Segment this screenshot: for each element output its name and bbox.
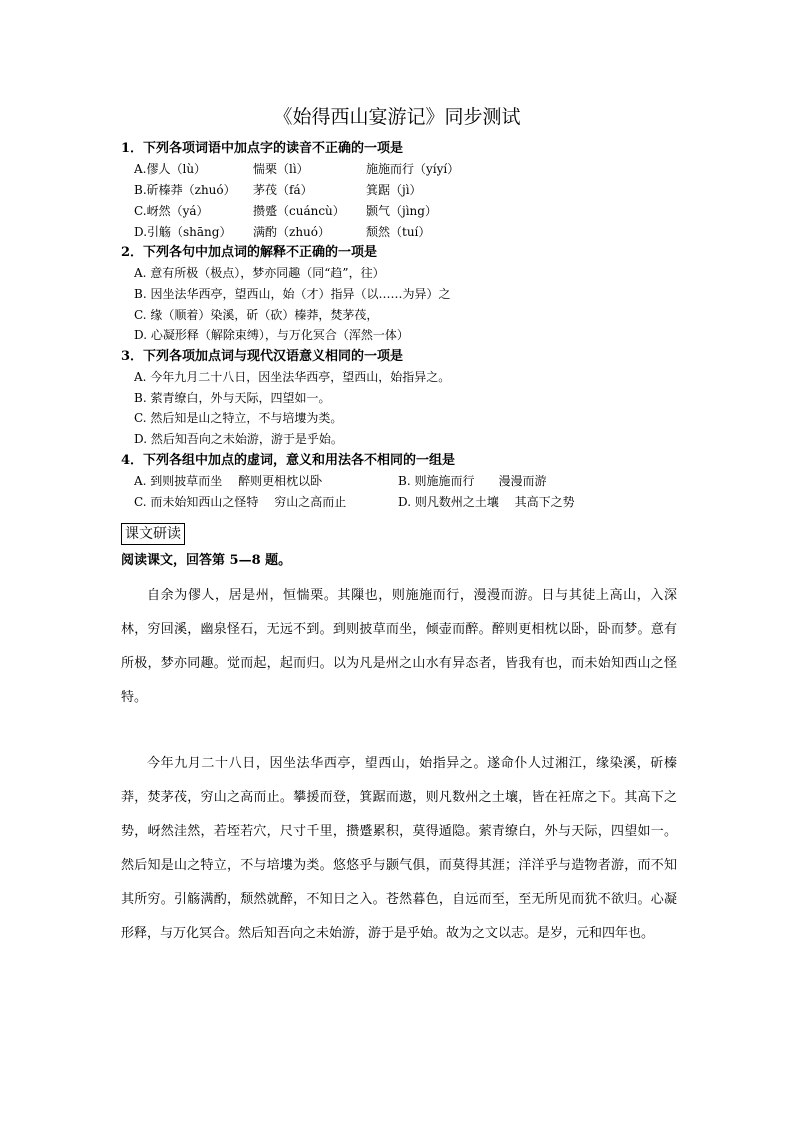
q2-option: A. 意有所极（极点），梦亦同趣（同“趋”，往）: [134, 266, 385, 280]
q1-option: 攒蹙（cuáncù）: [253, 204, 345, 218]
q1-option: 施施而行（yíyí）: [366, 162, 460, 176]
q4-option: D. 则凡数州之土壤 其高下之势: [398, 495, 575, 509]
reading-instruction: 阅读课文，回答第 5—8 题。: [121, 553, 292, 568]
q2-option: C. 缘（顺着）染溪，斫（砍）榛莽，焚茅茷，: [134, 308, 379, 322]
q4-option: C. 而未始知西山之怪特 穷山之高而止: [134, 495, 347, 509]
section-label: 课文研读: [121, 523, 185, 545]
q2-option: B. 因坐法华西亭，望西山，始（才）指异（以……为异）之: [134, 287, 451, 301]
q3-option: D. 然后知吾向之未始游，游于是乎始。: [134, 432, 343, 446]
page-title: 《始得西山宴游记》同步测试: [273, 106, 521, 128]
q1-option: B.斫榛莽（zhuó）: [134, 183, 236, 197]
question-1-stem: 1．下列各项词语中加点字的读音不正确的一项是: [121, 141, 404, 156]
q1-option: 箕踞（jì）: [366, 183, 422, 197]
question-3-stem: 3．下列各项加点词与现代汉语意义相同的一项是: [121, 349, 404, 364]
q1-option: C.岈然（yá）: [134, 204, 209, 218]
q3-option: C. 然后知是山之特立，不与培塿为类。: [134, 411, 343, 425]
q2-option: D. 心凝形释（解除束缚），与万化冥合（浑然一体）: [134, 328, 409, 342]
q3-option: B. 萦青缭白，外与天际，四望如一。: [134, 391, 331, 405]
question-2-stem: 2．下列各句中加点词的解释不正确的一项是: [121, 245, 378, 260]
q1-option: 惴栗（lì）: [253, 162, 309, 176]
q3-option: A. 今年九月二十八日，因坐法华西亭，望西山，始指异之。: [134, 370, 451, 384]
q1-option: 茅茷（fá）: [253, 183, 313, 197]
q1-option: 满酌（zhuó）: [253, 225, 331, 239]
q1-option: 颓然（tuí）: [366, 225, 431, 239]
q4-option: A. 到则披草而坐 醉则更相枕以卧: [134, 474, 323, 488]
q4-option: B. 则施施而行 漫漫而游: [398, 474, 547, 488]
q1-option: 颢气（jìng）: [366, 204, 437, 218]
question-4-stem: 4．下列各组中加点的虚词，意义和用法各不相同的一组是: [121, 453, 456, 468]
passage-paragraph: 自余为僇人，居是州，恒惴栗。其隟也，则施施而行，漫漫而游。日与其徒上高山，入深林，穷回溪，幽泉怪石，无远不到。到则披草而坐，倾壶而醉。醉则更相枕以卧，卧而梦。意有所极，梦亦同趣。觉而起，起而归。以为凡是州之山水有异态者，皆我有也，而未始知西山之怪特。: [121, 588, 677, 705]
q1-option: D.引觞（shāng）: [134, 225, 232, 239]
q1-option: A.僇人（lù）: [134, 162, 207, 176]
passage-paragraph: 今年九月二十八日，因坐法华西亭，望西山，始指异之。遂命仆人过湘江，缘染溪，斫榛莽，焚茅茷，穷山之高而止。攀援而登，箕踞而遨，则凡数州之土壤，皆在衽席之下。其高下之势，岈然洼然，若垤若穴，尺寸千里，攒蹙累积，莫得遁隐。萦青缭白，外与天际，四望如一。然后知是山之特立，不与培塿为类。悠悠乎与颢气俱，而莫得其涯；洋洋乎与造物者游，而不知其所穷。引觞满酌，颓然就醉，不知日之入。苍然暮色，自远而至，至无所见而犹不欲归。心凝形释，与万化冥合。然后知吾向之未始游，游于是乎始。故为之文以志。是岁，元和四年也。: [121, 756, 677, 941]
